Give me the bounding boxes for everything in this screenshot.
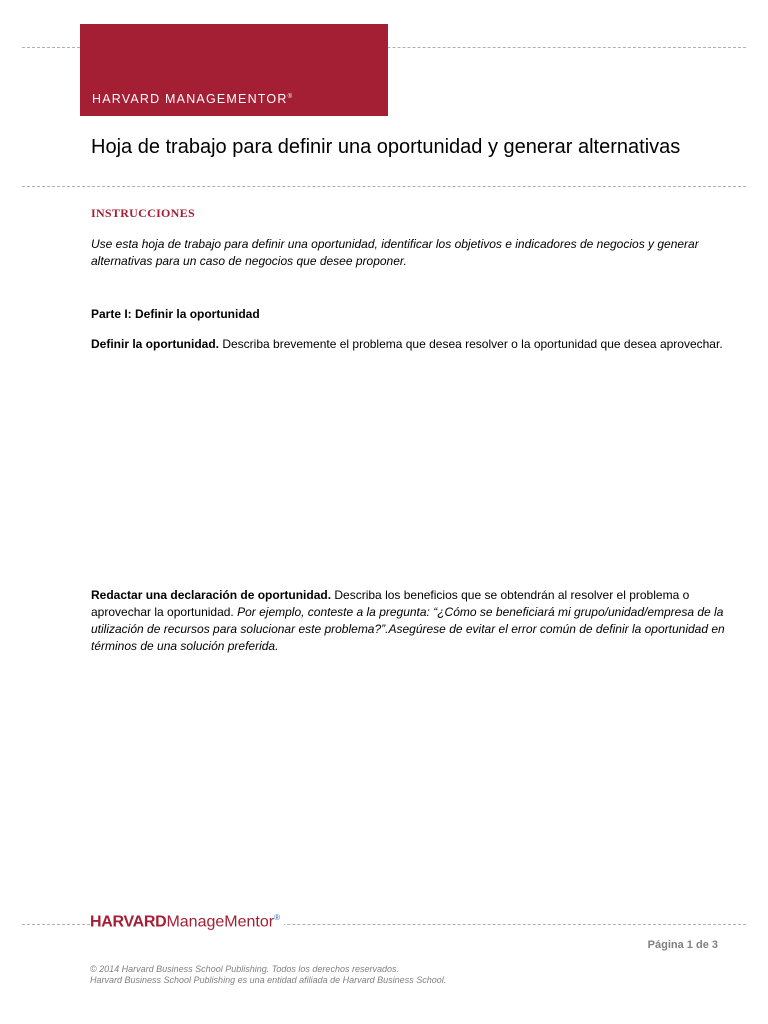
title-divider [22,186,746,187]
define-opportunity-paragraph [91,336,731,353]
copyright-line-2: Harvard Business School Publishing es una entidad afiliada de Harvard Business School. [90,975,447,985]
page-title: Hoja de trabajo para definir una oportunidad y generar alternativas [91,136,681,158]
part1-heading: Parte I: Definir la oportunidad [91,307,260,321]
page-number: Página 1 de 3 [647,939,718,951]
opportunity-statement-text: Describa los beneficios que se obtendrán al resolver el problema o aprovechar la oportunidad. [91,588,690,619]
copyright-line-1: © 2014 Harvard Business School Publishing. Todos los derechos reservados. [90,964,399,974]
copyright-notice [90,964,446,986]
instructions-body: Use esta hoja de trabajo para definir una oportunidad, identificar los objetivos e indicadores de negocios y generar alternativas para un caso de negocios que desee proponer. [91,237,699,268]
opportunity-statement-paragraph [91,587,731,655]
brand-wordmark: HARVARD MANAGEMENTOR® [92,92,294,106]
opportunity-statement-example: Por ejemplo, conteste a la pregunta: “¿Cómo se beneficiará mi grupo/unidad/empresa de la utilización de recursos para solucionar este problema?”.Asegúrese de evitar el error común de definir la oportunidad en términos de una solución preferida. [91,605,725,653]
define-opportunity-text: Describa brevemente el problema que desea resolver o la oportunidad que desea aprovechar. [219,337,723,351]
define-opportunity-label: Definir la oportunidad. [91,337,219,351]
instructions-heading: INSTRUCCIONES [91,206,195,220]
opportunity-statement-label: Redactar una declaración de oportunidad. [91,588,332,602]
brand-banner [80,24,388,116]
footer-logo: HARVARDManageMentor® [90,913,284,931]
